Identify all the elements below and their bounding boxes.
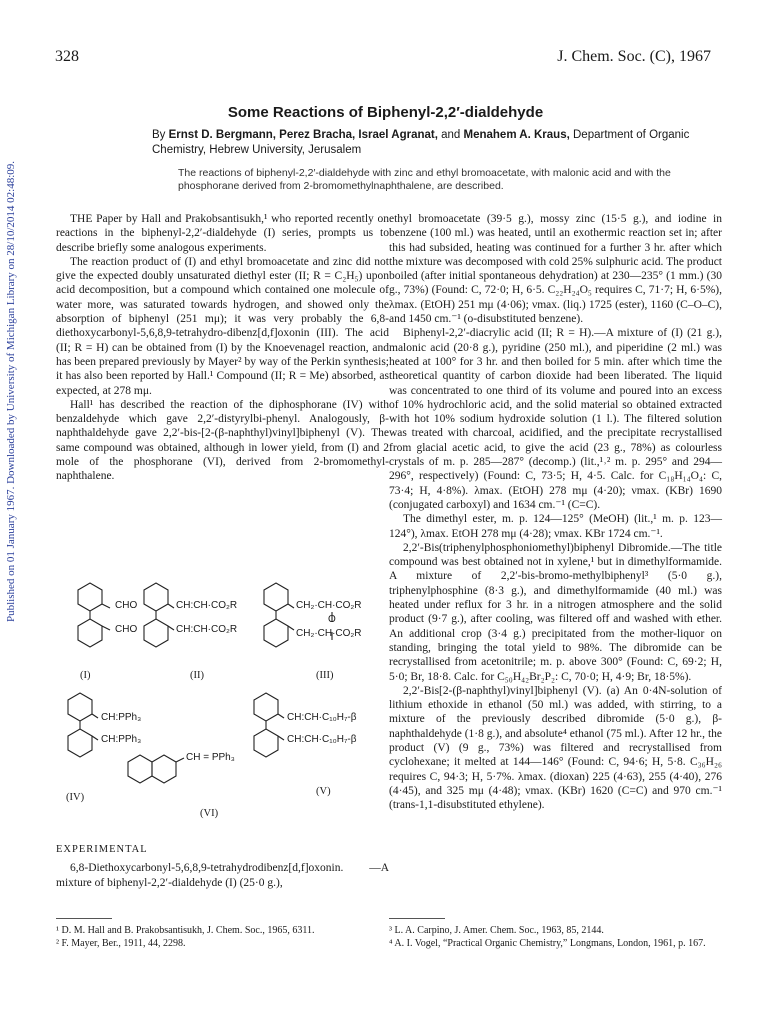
footnotes-right (389, 925, 722, 950)
author-last: Menahem A. Kraus, (463, 129, 570, 141)
paragraph: 2,2′-Bis(triphenylphosphoniomethyl)biphenyl Dibromide.—The title compound was best obtained not in xylene,¹ but in dimethylformamide. A mixture of 2,2′-bis-bromo-methylbiphenyl³ (5·0 g.), triphenylphosphine (8·3 g.), and dimethylformamide (40 ml.) was heated under reflux for 3 hr. in a nitrogen atmosphere and the solid product (9·7 g.), after cooling, was filtered off and washed with ether. An additional crop (3·4 g.) precipitated from the mother-liquor on standing, bringing the total yield to 98%. The dibromide can be recrystallised from acetonitrile; m. p. above 300° (Found: C, 69·2; H, 5·0; Br, 18·8. Calc. for C₅₀H₄₂Br₂P₂: C, 70·0; H, 4·9; Br, 18·5%). (389, 541, 722, 683)
structure-III-label: (III) (316, 670, 334, 681)
article-title: Some Reactions of Biphenyl-2,2′-dialdehyde (227, 104, 544, 121)
structure-I-cho-bottom: CHO (115, 624, 138, 635)
footnote-rule-right (389, 918, 445, 919)
page-number: 328 (55, 48, 79, 65)
structure-III-bottom: CH₂·CH·CO₂R (296, 628, 362, 639)
left-column (56, 212, 389, 484)
experimental-text: 6,8-Diethoxycarbonyl-5,6,8,9-tetrahydrodibenz[d,f]oxonin. —A mixture of biphenyl-2,2′-dialdehyde (I) (25·0 g.), (56, 862, 389, 889)
footnote: ¹ D. M. Hall and B. Prakobsantisukh, J. Chem. Soc., 1965, 6311. (56, 925, 315, 936)
author-names: Ernst D. Bergmann, Perez Bracha, Israel Agranat, (168, 129, 438, 141)
footnote: ² F. Mayer, Ber., 1911, 44, 2298. (56, 937, 186, 949)
paragraph: 2,2′-Bis[2-(β-naphthyl)vinyl]biphenyl (V). (a) An 0·4N-solution of lithium ethoxide in ethanol (50 ml.) was added, with stirring, to a mixture of the previously described dibromide (5·0 g.), β-naphthaldehyde (1·8 g.), and absolute⁴ ethanol (75 ml.). After 12 hr., the product (V) (9 g., 73%) was filtered and recrystallised from cyclohexane; it melted at 144—146° (Found: C, 94·6; H, 5·8. C₃₆H₂₆ requires C, 94·3; H, 5·7%. λmax. (dioxan) 225 (4·63), 255 (4·40), 276 (4·45), and 325 mμ (4·48); νmax. (KBr) 1620 (C=C) and 970 cm.⁻¹ (trans-1,1-disubstituted ethylene). (389, 684, 722, 812)
structure-V-label: (V) (316, 786, 331, 797)
structure-IV-label: (IV) (66, 792, 85, 803)
affiliation: Department of Organic Chemistry, Hebrew University, Jerusalem (152, 129, 690, 156)
paragraph: The reaction product of (I) and ethyl bromoacetate and zinc did not give the expected doubly unsaturated diethyl ester (II; R = C₂H₅) upon acid decomposition, but a compound which contained one molecule of water more, was saturated towards hydrogen, and showed only the absorption of biphenyl (251 mμ); it was very probably the 6,8-diethoxycarbonyl-5,6,8,9-tetrahydro-dibenz[d,f]oxonin (III). The acid (II; R = H) can be obtained from (I) by the Knoevenagel reaction, and has been prepared previously by Mayer² by way of the Perkin synthesis; it has also been reported by Hall.¹ Compound (II; R = Me) absorbed, as expected, at 278 mμ. (56, 255, 389, 397)
right-column (389, 212, 722, 812)
structure-I-label: (I) (80, 670, 91, 681)
footnote-rule-left (56, 918, 112, 919)
structure-III-oxygen: O (328, 614, 336, 625)
structure-IV-top: CH:PPh₃ (101, 712, 142, 723)
publication-stamp (5, 160, 19, 622)
structure-V-bottom: CH:CH·C₁₀H₇-β (287, 734, 357, 745)
structure-III-top: CH₂·CH·CO₂R (296, 600, 362, 611)
structure-II-top: CH:CH·CO₂R (176, 600, 238, 611)
structure-VI-substituent: CH = PPh₃ (186, 752, 235, 763)
authors-and: and (441, 129, 461, 141)
footnote: ⁴ A. I. Vogel, “Practical Organic Chemistry,” Longmans, London, 1961, p. 167. (389, 937, 706, 949)
structure-I-cho-top: CHO (115, 600, 138, 611)
paragraph: The dimethyl ester, m. p. 124—125° (MeOH) (lit.,¹ m. p. 123—124°), λmax. EtOH 278 mμ (4·28); νmax. KBr 1724 cm.⁻¹. (389, 513, 722, 540)
structure-IV-bottom: CH:PPh₃ (101, 734, 142, 745)
experimental-heading: EXPERIMENTAL (56, 844, 148, 855)
structure-II-label: (II) (190, 670, 204, 681)
biphenyl-ring-I (78, 583, 110, 647)
paragraph: ethyl bromoacetate (39·5 g.), mossy zinc (15·5 g.), and iodine in benzene (100 ml.) was heated, until an exothermic reaction set in; after this had subsided, heating was continued for a further 3 hr. after which the mixture was decomposed with cold 25% sulphuric acid. The product boiled (after initial spontaneous dehydration) at 230—235° (1 mm.) (30 g., 73%) (Found: C, 72·0; H, 6·5. C₂₂H₂₄O₅ requires C, 71·7; H, 6·5%), λmax. (EtOH) 251 mμ (4·06); νmax. (liq.) 1725 (ester), 1160 (C–O–C), and 1450 cm.⁻¹ (o-disubstituted benzene). (389, 213, 722, 326)
structure-VI-label: (VI) (200, 808, 219, 819)
footnotes-left (56, 925, 389, 950)
abstract: The reactions of biphenyl-2,2′-dialdehyde with zinc and ethyl bromoacetate, with malonic acid and with the phosphorane derived from 2-bromomethylnaphthalene, are described. (178, 167, 671, 192)
paragraph: Hall¹ has described the reaction of the diphosphorane (IV) with benzaldehyde which gave 2,2′-distyrylbi-phenyl. Analogously, β-naphthaldehyde gave 2,2′-bis-[2-(β-naphthyl)vinyl]biphenyl (V). The same compound was obtained, although in lower yield, from (I) and 2 mole of the phosphorane (VI), derived from 2-bromomethyl-naphthalene. (56, 398, 389, 483)
structure-V-top: CH:CH·C₁₀H₇-β (287, 712, 357, 723)
author-block (152, 128, 722, 158)
structure-II-bottom: CH:CH·CO₂R (176, 624, 238, 635)
paragraph: THE Paper by Hall and Prakobsantisukh,¹ who reported recently on reactions in the biphenyl-2,2′-dialdehyde (I) series, prompts us to describe briefly some analogous experiments. (56, 213, 389, 254)
paragraph: Biphenyl-2,2′-diacrylic acid (II; R = H).—A mixture of (I) (21 g.), malonic acid (20·8 g.), pyridine (250 ml.), and piperidine (2 ml.) was heated at 100° for 3 hr. and then boiled for 5 min. after which time the theoretical quantity of carbon dioxide had been liberated. The liquid was concentrated to one third of its volume and poured into an excess of 10% hydrochloric acid, and the solid material so obtained extracted with hot 10% sodium hydroxide solution (1 l.). The filtered solution was treated with charcoal, acidified, and the precipitate recrystallised from glacial acetic acid, to give the acid (23 g., 78%) as colourless crystals of m. p. 285—287° (decomp.) (lit.,¹˒² m. p. 295° and 294—296°, respectively) (Found: C, 73·5; H, 4·5. Calc. for C₁₈H₁₄O₄: C, 73·4; H, 4·8%). λmax. (EtOH) 278 mμ (4·20); νmax. (KBr) 1690 (conjugated carboxyl) and 1634 cm.⁻¹ (C=C). (389, 327, 722, 511)
footnote: ³ L. A. Carpino, J. Amer. Chem. Soc., 1963, 85, 2144. (389, 925, 604, 936)
authors-prefix: By (152, 129, 166, 141)
publication-stamp-text: Published on 01 January 1967. Downloaded by University of Michigan Library on 28/10/2014 02:48:09. (5, 160, 17, 622)
experimental-section (56, 843, 389, 890)
journal-header: J. Chem. Soc. (C), 1967 (557, 48, 711, 65)
